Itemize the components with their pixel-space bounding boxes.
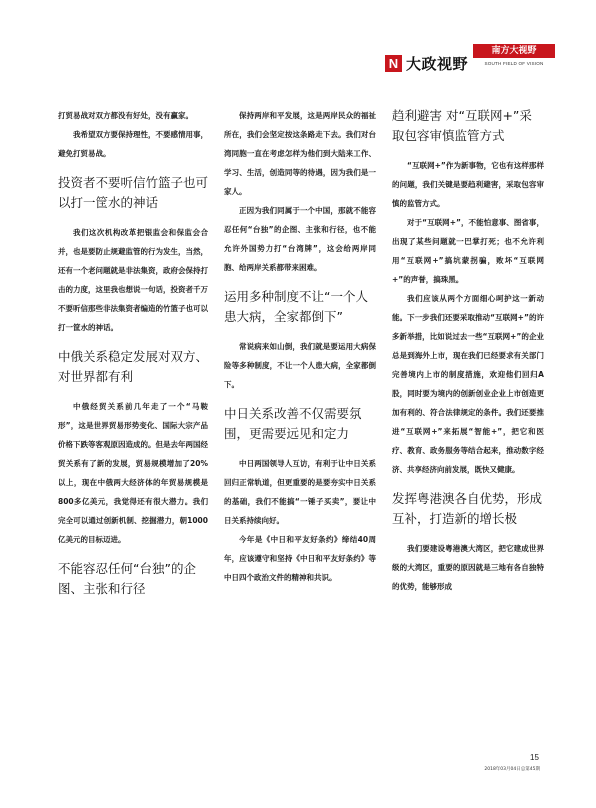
paragraph: 我希望双方要保持理性，不要感情用事，避免打贸易战。 — [58, 130, 208, 158]
section-heading: 运用多种制度不让“一个人患大病，全家都倒下” — [224, 289, 368, 324]
section-title: 大政视野 — [406, 55, 469, 73]
paragraph: 我们要建设粤港澳大湾区，把它建成世界级的大湾区，重要的原因就是三地有各自独特的优势，能够形成 — [392, 544, 544, 591]
section-heading: 中俄关系稳定发展对双方、对世界都有利 — [58, 349, 209, 384]
brand-logo: N — [385, 55, 402, 72]
column-right — [392, 106, 544, 596]
paragraph: 对于“互联网+”，不能怕意事、图省事，出现了某些问题就一巴掌打死；也不允许利用“互联网+”搞坑蒙拐骗，败坏“互联网+”的声誉，搞珠黑。 — [392, 218, 544, 284]
paragraph: 中俄经贸关系前几年走了一个“马鞍形”，这是世界贸易形势变化、国际大宗产品价格下跌等客观原因造成的。但是去年两国经贸关系有了新的发展，贸易规模增加了20%以上，现在中俄两大经济体的年贸易规模是800多亿美元，我觉得还有很大潜力。我们完全可以通过创新机制、挖掘潜力，朝1000亿美元的目标迈进。 — [58, 402, 208, 544]
paragraph: 今年是《中日和平友好条约》缔结40周年，应该遵守和坚持《中日和平友好条约》等中日四个政治文件的精神和共识。 — [224, 535, 376, 582]
column-middle — [224, 106, 376, 587]
page-number: 15 — [530, 753, 539, 762]
section-heading: 中日关系改善不仅需要氛围，更需要远见和定力 — [224, 406, 362, 441]
paragraph: 我们应该从两个方面细心呵护这一新动能。下一步我们还要采取推动“互联网+”的许多新举措，比如说过去一些“互联网+”的企业总是到海外上市，现在我们已经要求有关部门完善境内上市的制度措施，欢迎他们回归A股，同时要为境内的创新创业企业上市创造更加有利的、符合法律规定的条件。我们还要推进“互联网+”来拓展“智能+”，把它和医疗、教育、政务服务等结合起来，推动数字经济、共享经济向前发展，既快又健康。 — [392, 294, 544, 474]
paragraph: 我们这次机构改革把银监会和保监会合并，也是要防止规避监管的行为发生，当然，还有一个老问题就是非法集资，政府会保持打击的力度，这里我也想说一句话，投资者千万不要听信那些非法集资者编造的竹篮子也可以打一筐水的神话。 — [58, 228, 208, 332]
section-heading: 发挥粤港澳各自优势，形成互补，打造新的增长极 — [392, 491, 543, 526]
column-left — [58, 106, 208, 599]
magazine-tag: 南方大视野 — [473, 44, 555, 58]
masthead — [385, 40, 555, 74]
paragraph: “互联网+”作为新事物，它也有这样那样的问题，我们关键是要趋利避害，采取包容审慎的监管方式。 — [392, 161, 544, 208]
paragraph: 中日两国领导人互访，有利于让中日关系回归正常轨道，但更重要的是要夯实中日关系的基础，我们不能搞“一锤子买卖”，要让中日关系持续向好。 — [224, 459, 376, 525]
section-heading: 趋利避害 对“互联网+”采取包容审慎监管方式 — [392, 108, 532, 143]
magazine-subtitle: SOUTH FIELD OF VISION — [484, 61, 544, 66]
section-heading: 投资者不要听信竹篮子也可以打一筐水的神话 — [58, 175, 209, 210]
section-heading: 不能容忍任何“台独”的企图、主张和行径 — [58, 561, 196, 596]
paragraph: 保持两岸和平发展，这是两岸民众的福祉所在，我们会坚定按这条路走下去。我们对台湾同胞一直在考虑怎样为他们到大陆来工作、学习、生活，创造同等的待遇，因为我们是一家人。 — [224, 111, 376, 196]
paragraph: 常说病来如山倒，我们就是要运用大病保险等多种制度，不让一个人患大病，全家都倒下。 — [224, 342, 376, 389]
paragraph: 正因为我们同属于一个中国，那就不能容忍任何“台独”的企图、主张和行径，也不能允许外国势力打“台湾牌”，这会给两岸同胞、给两岸关系都带来困难。 — [224, 206, 376, 272]
issue-info: 2018年03月04日总第45期 — [484, 767, 540, 772]
paragraph: 打贸易战对双方都没有好处，没有赢家。 — [58, 111, 193, 120]
